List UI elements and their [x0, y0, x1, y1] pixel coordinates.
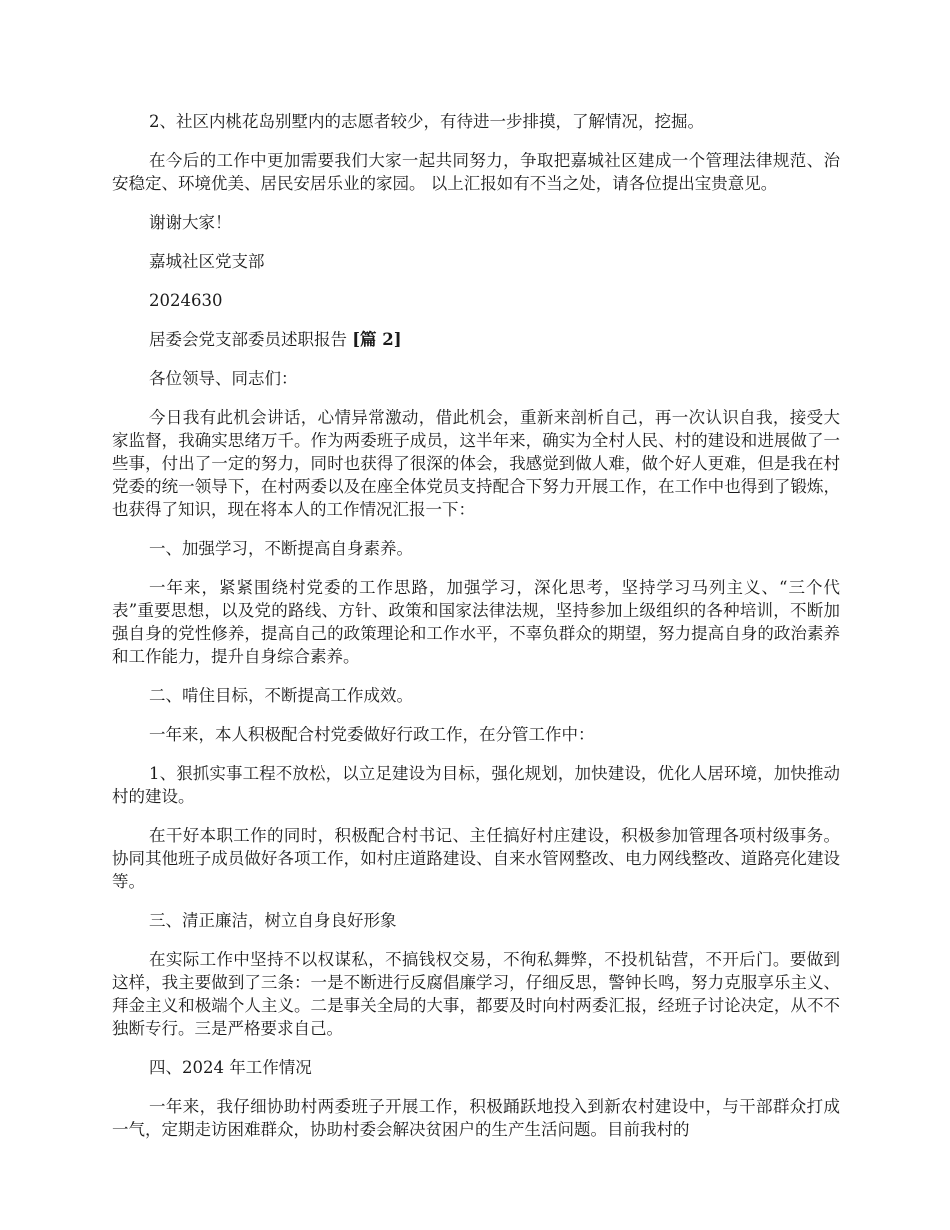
paragraph-study: 一年来，紧紧围绕村党委的工作思路，加强学习，深化思考，坚持学习马列主义、“三个代表”重要思想，以及党的路线、方针、政策和国家法律法规，坚持参加上级组织的各种培训，不断加强自身的党性修养，提高自己的政策理论和工作水平，不辜负群众的期望，努力提高自身的政治素养和工作能力，提升自身综合素养。 — [112, 578, 840, 666]
paragraph-intro: 今日我有此机会讲话，心情异常激动，借此机会，重新来剖析自己，再一次认识自我，接受大家监督，我确实思绪万千。作为两委班子成员，这半年来，确实为全村人民、村的建设和进展做了一些事，付出了一定的努力，同时也获得了很深的体会，我感觉到做人难，做个好人更难，但是我在村党委的统一领导下，在村两委以及在座全体党员支持配合下努力开展工作，在工作中也得到了锻炼，也获得了知识，现在将本人的工作情况汇报一下： — [112, 408, 840, 519]
paragraph-integrity: 在实际工作中坚持不以权谋私，不搞钱权交易，不徇私舞弊，不投机钻营，不开后门。要做到这样，我主要做到了三条：一是不断进行反腐倡廉学习，仔细反思，警钟长鸣，努力克服享乐主义、拜金主义和极端个人主义。二是事关全局的大事，都要及时向村两委汇报，经班子讨论决定，从不不独断专行。三是严格要求自己。 — [112, 950, 840, 1038]
section-title-tag: [篇 2] — [352, 330, 402, 349]
paragraph-future-work: 在今后的工作中更加需要我们大家一起共同努力，争取把嘉城社区建成一个管理法律规范、治安稳定、环境优美、居民安居乐业的家园。 以上汇报如有不当之处，请各位提出宝贵意见。 — [112, 151, 840, 193]
paragraph-date: 2024630 — [149, 291, 223, 310]
section-title-text: 居委会党支部委员述职报告 — [149, 330, 353, 349]
paragraph-greeting: 各位领导、同志们： — [149, 369, 298, 388]
paragraph-projects: 1、狠抓实事工程不放松，以立足建设为目标，强化规划，加快建设，优化人居环境，加快推动村的建设。 — [112, 764, 840, 806]
section-title — [112, 328, 840, 351]
paragraph-thanks: 谢谢大家！ — [149, 213, 232, 232]
paragraph-signature-org: 嘉城社区党支部 — [149, 252, 265, 271]
document-page — [112, 110, 840, 1157]
heading-integrity: 三、清正廉洁，树立自身良好形象 — [149, 911, 397, 930]
paragraph-goals-intro: 一年来，本人积极配合村党委做好行政工作，在分管工作中： — [149, 725, 595, 744]
paragraph-volunteers: 2、社区内桃花岛别墅内的志愿者较少，有待进一步排摸，了解情况，挖掘。 — [149, 112, 704, 131]
paragraph-2024-work: 一年来，我仔细协助村两委班子开展工作，积极踊跃地投入到新农村建设中，与干部群众打成一气，定期走访困难群众，协助村委会解决贫困户的生产生活问题。目前我村的 — [112, 1097, 840, 1139]
heading-2024-work: 四、2024 年工作情况 — [149, 1058, 312, 1077]
heading-study: 一、加强学习，不断提高自身素养。 — [149, 539, 413, 558]
paragraph-duties: 在干好本职工作的同时，积极配合村书记、主任搞好村庄建设，积极参加管理各项村级事务。协同其他班子成员做好各项工作，如村庄道路建设、自来水管网整改、电力网线整改、道路亮化建设等。 — [112, 826, 840, 891]
heading-goals: 二、啃住目标，不断提高工作成效。 — [149, 686, 413, 705]
